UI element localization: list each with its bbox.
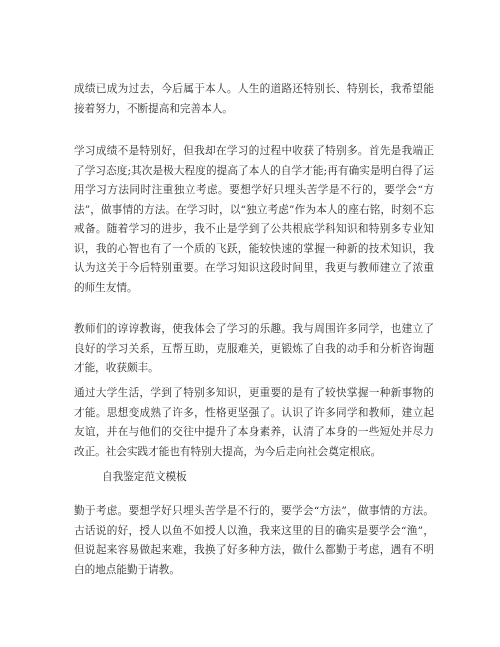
paragraph-teachers: 教师们的谆谆教诲，使我体会了学习的乐趣。我与周围许多同学，也建立了良好的学习关系，互帮互助，克服难关，更锻炼了自我的动手和分析咨询题才能，收获颇丰。 [74, 323, 434, 374]
paragraph-diligence: 勤于考虑。要想学好只埋头苦学是不行的，要学会“方法”，做事情的方法。古话说的好，授人以鱼不如授人以渔，我来这里的目的确实是要学会“渔”，但说起来容易做起来难，我换了好多种方法，做什么都勤于考虑，遇有不明白的地点能勤于请教。 [74, 505, 434, 576]
paragraph-conclusion: 成绩已成为过去，今后属于本人。人生的道路还特别长、特别长，我希望能接着努力，不断提高和完善本人。 [74, 83, 434, 115]
paragraph-university-life: 通过大学生活，学到了特别多知识，更重要的是有了较快掌握一种新事物的才能。思想变成熟了许多，性格更坚强了。认识了许多同学和教师，建立起友谊，并在与他们的交往中提升了本身素养，认清了本身的一些短处并尽力改正。社会实践才能也有特别大提高，为今后走向社会奠定根底。 [74, 387, 434, 458]
paragraph-study: 学习成绩不是特别好，但我却在学习的过程中收获了特别多。首先是我端正了学习态度;其次是极大程度的提高了本人的自学才能;再有确实是明白得了运用学习方法同时注重独立考虑。要想学好只埋头苦学是不行的，要学会“方法”，做事情的方法。在学习时，以“独立考虑”作为本人的座右铭，时刻不忘戒备。随着学习的进步，我不止是学到了公共根底学科知识和特别多专业知识，我的心智也有了一个质的飞跃，能较快速的掌握一种新的技术知识，我认为这关于今后特别重要。在学习知识这段时间里，我更与教师建立了浓重的师生友情。 [74, 145, 434, 294]
section-heading: 自我鉴定范文模板 [102, 471, 187, 483]
